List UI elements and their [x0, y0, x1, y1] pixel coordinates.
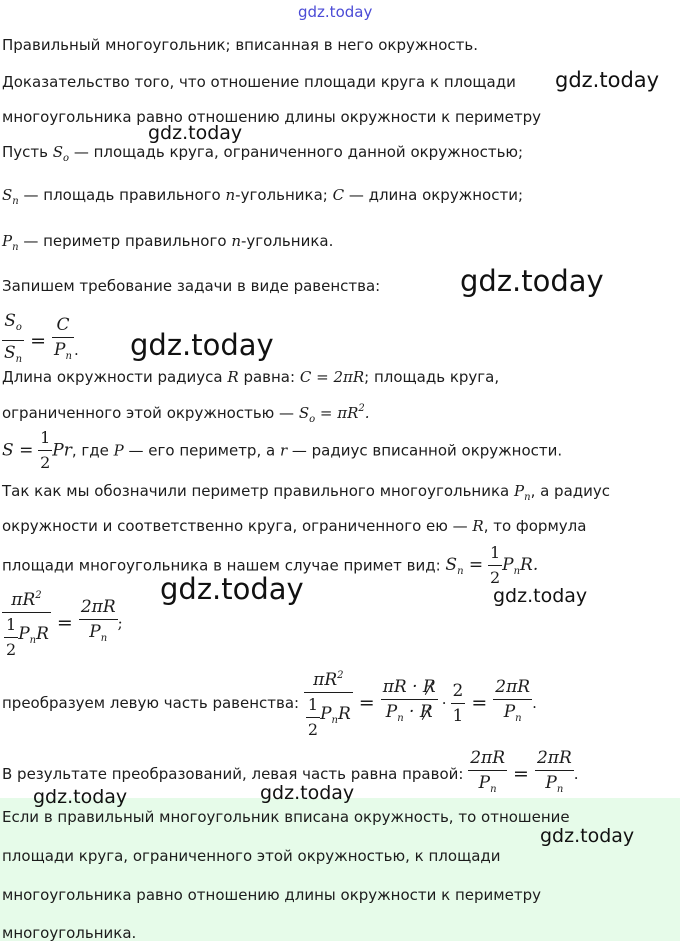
transform-line: преобразуем левую часть равенства: $\pi R^2$ $\frac{1}{2}$ $P_nR$ = $\frac{\pi R \cdot R}{P_n \cdot R}$ · $\frac{2}{1}$ = $\frac{2\pi R}{P_n}$ . — [2, 666, 537, 740]
fraction: $\frac{2\pi R}{P_n}$ — [495, 677, 531, 724]
perimeter-line — [2, 482, 610, 503]
text: В результате преобразований, левая часть равна правой: — [2, 765, 469, 783]
watermark: gdz.today — [130, 328, 274, 362]
watermark: gdz.today — [555, 68, 660, 92]
fraction-cancel: $\frac{\pi R \cdot R}{P_n \cdot R}$ — [382, 677, 436, 724]
requirement-line: Запишем требование задачи в виде равенства: — [2, 277, 381, 295]
math-p: P — [113, 441, 124, 460]
conclusion-line-1: Если в правильный многоугольник вписана окружность, то отношение — [2, 808, 570, 826]
definition-pn — [2, 232, 333, 253]
definition-so — [2, 143, 523, 164]
result-line: В результате преобразований, левая часть равна правой: $\frac{2\pi R}{P_n}$ = $\frac{2\pi R}{P_n}$ . — [2, 748, 579, 800]
watermark: gdz.today — [148, 122, 243, 144]
text: площади многоугольника в нашем случае примет вид: — [2, 556, 446, 575]
math-c: C — [332, 186, 345, 204]
math-r: R — [227, 368, 239, 386]
text: — радиус вписанной окружности. — [287, 441, 563, 460]
math-s: S = — [2, 440, 34, 461]
conclusion-line-3: многоугольника равно отношению длины окружности к периметру — [2, 886, 541, 904]
text: — длина окружности; — [344, 186, 523, 204]
area-polygon-line — [2, 428, 562, 473]
fraction: $\frac{1}{2}$ — [489, 543, 501, 587]
text: -угольника; — [235, 186, 333, 204]
equation-ratio: $\frac{S_o}{S_n}$ = $\frac{C}{P_n}$ . — [2, 311, 79, 370]
watermark: gdz.today — [160, 572, 304, 606]
math-so: $S_o$ — [52, 143, 70, 164]
fraction: $\frac{2\pi R}{P_n}$ — [470, 748, 506, 795]
circumference-line — [2, 368, 499, 386]
math-so-formula: $S_o = \pi R^2$. — [298, 403, 370, 425]
statement-line: Правильный многоугольник; вписанная в него окружность. — [2, 36, 478, 54]
fraction: $\frac{2\pi R}{P_n}$ — [80, 597, 116, 644]
text: , то формула — [483, 517, 587, 535]
text: — площадь круга, ограниченного данной окружностью; — [69, 143, 524, 161]
text: — периметр правильного — [18, 232, 232, 250]
text: — его периметр, а — [123, 441, 280, 460]
math-n: n — [225, 186, 236, 204]
math-r: R — [472, 517, 484, 535]
proof-goal-line-2: многоугольника равно отношению длины окружности к периметру — [2, 108, 541, 126]
math-r-small: r — [279, 441, 288, 460]
fraction: $\frac{2}{1}$ — [452, 680, 464, 726]
math-pr: Pr — [52, 440, 72, 461]
fraction: $\frac{2\pi R}{P_n}$ — [536, 748, 572, 795]
watermark: gdz.today — [460, 264, 604, 298]
equation-substituted: $\pi R^2$ $\frac{1}{2}$ $P_nR$ = $\frac{2\pi R}{P_n}$ ; — [2, 586, 123, 660]
math-sn: $S_n$ — [2, 186, 19, 207]
text: Так как мы обозначили периметр правильного многоугольника — [2, 482, 515, 500]
math-c-formula: C = 2πR — [299, 368, 365, 386]
text: -угольника. — [240, 232, 334, 250]
math-n: n — [231, 232, 241, 250]
proof-goal-line-1: Доказательство того, что отношение площади круга к площади — [2, 73, 516, 91]
area-circle-line — [2, 403, 370, 425]
text: равна: — [238, 368, 300, 386]
math-pn: $P_n$ — [2, 232, 19, 253]
fraction: $\frac{S_o}{S_n}$ — [4, 311, 23, 365]
text: Длина окружности радиуса — [2, 368, 228, 386]
text: , а радиус — [530, 482, 611, 500]
math-pn: $P_n$ — [514, 482, 531, 503]
watermark: gdz.today — [540, 825, 635, 847]
text: , где — [71, 441, 114, 460]
watermark: gdz.today — [33, 786, 128, 808]
definition-sn — [2, 186, 523, 207]
text: ограниченного этой окружностью — — [2, 404, 299, 422]
math-pnr: $P_nR$. — [502, 554, 539, 577]
text: ; площадь круга, — [364, 368, 500, 386]
text: окружности и соответственно круга, ограниченного ею — — [2, 517, 473, 535]
fraction-complex: $\pi R^2$ $\frac{1}{2}$ $P_nR$ — [304, 666, 353, 740]
watermark: gdz.today — [260, 782, 355, 804]
fraction: $\frac{1}{2}$ — [40, 428, 51, 472]
radius-line — [2, 517, 586, 535]
conclusion-line-2: площади круга, ограниченного этой окружностью, к площади — [2, 847, 501, 865]
conclusion-line-4: многоугольника. — [2, 924, 137, 942]
watermark: gdz.today — [493, 585, 588, 607]
fraction: $\frac{C}{P_n}$ — [54, 314, 72, 362]
text: преобразуем левую часть равенства: — [2, 694, 304, 712]
watermark-top: gdz.today — [298, 3, 373, 21]
text: — площадь правильного — [18, 186, 226, 204]
math-sn: $S_n$ = — [445, 554, 484, 577]
fraction-complex: $\pi R^2$ $\frac{1}{2}$ $P_nR$ — [2, 586, 51, 660]
text: Пусть — [2, 143, 53, 161]
